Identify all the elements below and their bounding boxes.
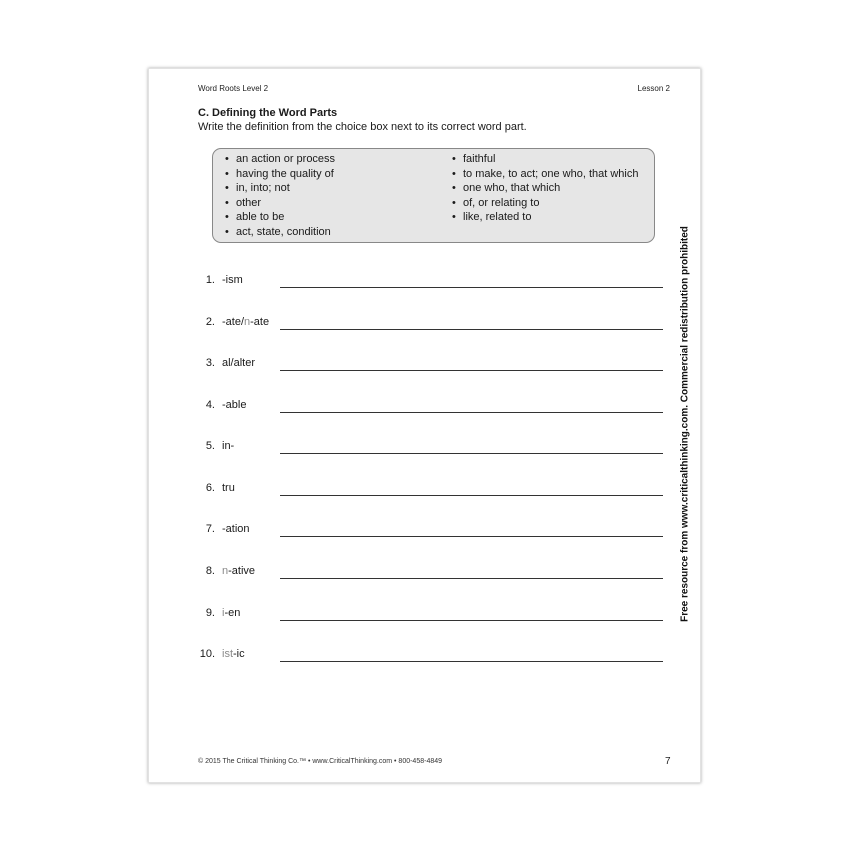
choice-item <box>225 210 335 225</box>
item-number: 4. <box>205 399 215 411</box>
answer-row <box>198 521 663 537</box>
bullet-icon: • <box>452 167 456 180</box>
answer-line[interactable] <box>280 578 663 579</box>
answer-line[interactable] <box>280 453 663 454</box>
answer-row <box>198 480 663 496</box>
bullet-icon: • <box>225 225 229 238</box>
word-part-segment: ist <box>222 648 233 660</box>
word-part <box>222 648 245 660</box>
choice-text: other <box>236 196 262 209</box>
word-part <box>222 482 235 494</box>
word-part-segment: in- <box>222 440 235 452</box>
answer-row <box>198 438 663 454</box>
answer-row <box>198 314 663 330</box>
answer-row <box>198 355 663 371</box>
item-number: 7. <box>205 523 215 535</box>
choice-item <box>452 167 638 182</box>
choice-item <box>225 225 335 240</box>
choice-item <box>452 196 638 211</box>
item-number: 2. <box>205 316 215 328</box>
item-number: 8. <box>205 565 215 577</box>
answer-line[interactable] <box>280 287 663 288</box>
word-part-segment: -ate <box>250 316 270 328</box>
word-part-segment: -ism <box>222 274 243 286</box>
choice-item <box>452 152 638 167</box>
word-part <box>222 357 255 369</box>
footer-copyright: © 2015 The Critical Thinking Co.™ • www.CriticalThinking.com • 800-458-4849 <box>198 758 443 765</box>
word-part-segment: n <box>244 316 251 328</box>
word-part <box>222 274 243 286</box>
item-number: 3. <box>205 357 215 369</box>
choice-text: an action or process <box>236 153 336 165</box>
choice-text: faithful <box>463 153 496 165</box>
bullet-icon: • <box>225 167 229 180</box>
choice-item <box>225 181 335 196</box>
choice-list-right <box>452 152 638 225</box>
choice-item <box>452 210 638 225</box>
header-lesson: Lesson 2 <box>637 84 670 93</box>
section-title: C. Defining the Word Parts <box>198 107 338 119</box>
choice-box <box>212 148 655 243</box>
item-number: 9. <box>205 607 215 619</box>
word-part <box>222 399 246 411</box>
bullet-icon: • <box>452 153 456 165</box>
answer-line[interactable] <box>280 536 663 537</box>
choice-text: able to be <box>236 211 285 223</box>
redistribution-notice: Free resource from www.criticalthinking.com. Commercial redistribution prohibited <box>679 226 691 622</box>
word-part-segment: -able <box>222 399 247 411</box>
answer-line[interactable] <box>280 412 663 413</box>
bullet-icon: • <box>452 182 456 194</box>
answer-line[interactable] <box>280 370 663 371</box>
word-part-segment: -ation <box>222 523 250 535</box>
item-number: 10. <box>199 648 215 660</box>
item-number: 1. <box>205 274 215 286</box>
word-part-segment: i <box>222 607 225 619</box>
bullet-icon: • <box>225 211 229 223</box>
word-part-segment: -ic <box>233 648 245 660</box>
word-part-segment: n <box>222 565 229 577</box>
word-part-segment: tru <box>222 482 235 494</box>
bullet-icon: • <box>452 211 456 223</box>
answer-row <box>198 563 663 579</box>
answer-row <box>198 272 663 288</box>
answer-line[interactable] <box>280 661 663 662</box>
item-number: 5. <box>205 440 215 452</box>
bullet-icon: • <box>225 182 229 194</box>
bullet-icon: • <box>452 196 456 209</box>
answer-row <box>198 605 663 621</box>
word-part <box>222 440 234 452</box>
answer-row <box>198 646 663 662</box>
choice-item <box>225 152 335 167</box>
answer-line[interactable] <box>280 495 663 496</box>
word-part-segment: -en <box>224 607 241 619</box>
word-part <box>222 523 250 535</box>
word-part-segment: -ative <box>228 565 256 577</box>
choice-text: to make, to act; one who, that which <box>463 167 639 180</box>
answer-line[interactable] <box>280 329 663 330</box>
choice-item <box>225 167 335 182</box>
choice-item <box>452 181 638 196</box>
choice-text: one who, that which <box>463 182 561 194</box>
header-book-title: Word Roots Level 2 <box>198 84 269 93</box>
answer-row <box>198 397 663 413</box>
bullet-icon: • <box>225 196 229 209</box>
choice-text: in, into; not <box>236 182 290 194</box>
page-number: 7 <box>665 756 671 767</box>
choice-list-left <box>225 152 335 239</box>
word-part-segment: al/alter <box>222 357 256 369</box>
choice-text: act, state, condition <box>236 225 331 238</box>
choice-text: of, or relating to <box>463 196 540 209</box>
word-part <box>222 316 269 328</box>
bullet-icon: • <box>225 153 229 165</box>
choice-text: like, related to <box>463 211 532 223</box>
answer-line[interactable] <box>280 620 663 621</box>
word-part-segment: -ate/ <box>222 316 245 328</box>
item-number: 6. <box>205 482 215 494</box>
choice-text: having the quality of <box>236 167 334 180</box>
word-part <box>222 565 255 577</box>
section-instructions: Write the definition from the choice box next to its correct word part. <box>198 121 527 133</box>
word-part <box>222 607 240 619</box>
choice-item <box>225 196 335 211</box>
